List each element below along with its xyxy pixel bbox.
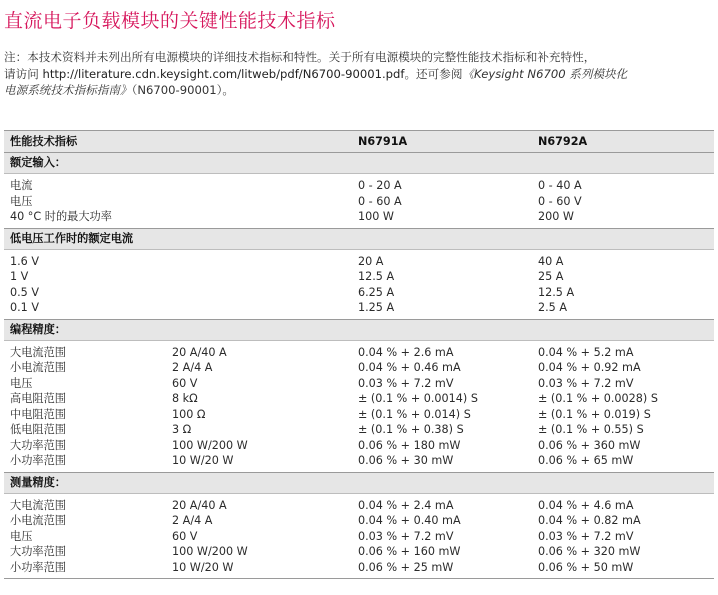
n6792a-value-cell: 2.5 A <box>538 301 568 314</box>
n6792a-value-cell: ± (0.1 % + 0.55) S <box>538 423 644 436</box>
n6792a-value-cell: 0.03 % + 7.2 mV <box>538 529 634 543</box>
n6792a-value-cell: 0.04 % + 0.92 mA <box>538 361 641 374</box>
range-cell: 60 V <box>172 529 198 543</box>
spec-name-cell: 高电阻范围 <box>10 392 66 405</box>
table-row <box>4 513 714 529</box>
spec-name-cell: 大电流范围 <box>10 345 66 359</box>
range-cell: 10 W/20 W <box>172 454 234 467</box>
spec-name-cell: 0.5 V <box>10 285 40 299</box>
section-title: 编程精度： <box>4 319 714 340</box>
spec-name-cell: 电压 <box>10 529 33 543</box>
n6791a-value-cell: 0.04 % + 0.40 mA <box>358 514 461 527</box>
n6792a-value-cell: 0.04 % + 5.2 mA <box>538 345 634 359</box>
n6791a-value-cell: 0.06 % + 25 mW <box>352 560 532 579</box>
header-n6791a: N6791A <box>352 131 532 153</box>
n6792a-value-cell: 0 - 60 V <box>538 194 582 208</box>
spec-name-cell: 电压 <box>10 194 33 208</box>
n6791a-value-cell: 20 A <box>358 254 384 268</box>
range-cell: 20 A/40 A <box>172 345 227 359</box>
n6791a-value-cell: 0.04 % + 0.46 mA <box>358 361 461 374</box>
table-row <box>4 493 714 513</box>
n6792a-value-cell: 0.04 % + 4.6 mA <box>538 498 634 512</box>
table-row <box>4 544 714 560</box>
n6792a-value-cell: 12.5 A <box>538 285 575 299</box>
n6792a-value-cell: 0.03 % + 7.2 mV <box>538 376 634 390</box>
spec-name-cell: 大功率范围 <box>10 545 66 558</box>
table-row <box>4 376 714 392</box>
n6792a-value-cell: 25 A <box>538 270 564 283</box>
table-row <box>4 300 714 319</box>
spec-name-cell: 小功率范围 <box>4 560 166 579</box>
n6791a-value-cell: 0.04 % + 2.6 mA <box>358 345 454 359</box>
n6791a-value-cell: 0.06 % + 180 mW <box>358 438 461 452</box>
section-header-row <box>4 319 714 340</box>
n6792a-value-cell: 0.06 % + 65 mW <box>538 454 634 467</box>
section-header-row <box>4 472 714 493</box>
note-line-2 <box>4 66 710 83</box>
n6791a-value-cell: 1.25 A <box>358 301 395 314</box>
section-header-row <box>4 153 714 174</box>
n6792a-value-cell: ± (0.1 % + 0.0028) S <box>538 392 658 405</box>
spec-name-cell: 低电阻范围 <box>10 423 66 436</box>
note-suffix: 。还可参阅 <box>404 66 463 81</box>
guide-title-part-1: 《Keysight N6700 系列模块化 <box>462 66 628 81</box>
spec-note <box>4 49 710 99</box>
range-cell <box>166 249 352 269</box>
range-cell <box>166 194 352 210</box>
spec-table <box>4 130 714 579</box>
range-cell: 10 W/20 W <box>166 560 352 579</box>
n6791a-value-cell: ± (0.1 % + 0.0014) S <box>358 392 478 405</box>
n6792a-value-cell: 0.06 % + 360 mW <box>538 438 641 452</box>
table-header-row <box>4 131 714 153</box>
spec-name-cell: 小电流范围 <box>10 514 66 527</box>
spec-name-cell: 1.6 V <box>10 254 40 268</box>
table-row <box>4 422 714 438</box>
spec-name-cell: 中电阻范围 <box>10 407 66 421</box>
range-cell: 100 W/200 W <box>172 545 248 558</box>
table-row <box>4 269 714 285</box>
spec-name-cell: 大功率范围 <box>10 438 66 452</box>
table-row <box>4 285 714 301</box>
spec-name-cell: 小功率范围 <box>10 454 66 467</box>
range-cell: 100 Ω <box>172 407 206 421</box>
spec-name-cell: 大电流范围 <box>10 498 66 512</box>
n6791a-value-cell: ± (0.1 % + 0.014) S <box>358 407 471 421</box>
n6792a-value-cell: ± (0.1 % + 0.019) S <box>538 407 651 421</box>
table-row <box>4 340 714 360</box>
range-cell <box>166 174 352 194</box>
n6792a-value-cell: 40 A <box>538 254 564 268</box>
n6791a-value-cell: 0 - 60 A <box>358 194 402 208</box>
table-row <box>4 560 714 579</box>
spec-name-cell: 40 °C 时的最大功率 <box>10 210 112 223</box>
n6791a-value-cell: 0.03 % + 7.2 mV <box>358 376 454 390</box>
spec-name-cell: 1 V <box>10 270 29 283</box>
spec-name-cell: 0.1 V <box>10 301 40 314</box>
section-title: 低电压工作时的额定电流 <box>4 228 714 249</box>
table-row <box>4 174 714 194</box>
n6791a-value-cell: ± (0.1 % + 0.38) S <box>358 423 464 436</box>
note-prefix: 请访问 <box>4 66 43 81</box>
table-row <box>4 453 714 472</box>
range-cell <box>166 269 352 285</box>
section-title: 测量精度： <box>4 472 714 493</box>
section-header-row <box>4 228 714 249</box>
range-cell: 3 Ω <box>172 423 192 436</box>
table-row <box>4 529 714 545</box>
n6792a-value-cell: 0.06 % + 320 mW <box>538 545 641 558</box>
range-cell: 20 A/40 A <box>172 498 227 512</box>
table-row <box>4 249 714 269</box>
n6792a-value-cell: 0.06 % + 50 mW <box>532 560 714 579</box>
range-cell <box>166 285 352 301</box>
n6791a-value-cell: 0.04 % + 2.4 mA <box>358 498 454 512</box>
range-cell: 8 kΩ <box>172 392 198 405</box>
range-cell: 2 A/4 A <box>172 361 213 374</box>
note-line-1: 注：本技术资料并未列出所有电源模块的详细技术指标和特性。关于所有电源模块的完整性能技术指标和补充特性， <box>4 50 596 64</box>
page-title: 直流电子负载模块的关键性能技术指标 <box>4 10 336 32</box>
table-row <box>4 391 714 407</box>
range-cell: 2 A/4 A <box>172 514 213 527</box>
n6792a-value-cell: 200 W <box>538 210 574 223</box>
guide-number: （N6700-90001）。 <box>131 83 234 97</box>
spec-name-cell: 电压 <box>10 376 33 390</box>
n6792a-value-cell: 0 - 40 A <box>538 179 582 192</box>
range-cell: 60 V <box>172 376 198 390</box>
section-title: 额定输入： <box>4 153 714 174</box>
range-cell <box>166 209 352 228</box>
table-row <box>4 360 714 376</box>
range-cell <box>166 300 352 319</box>
header-range <box>166 131 352 153</box>
table-row <box>4 194 714 210</box>
spec-name-cell: 小电流范围 <box>10 361 66 374</box>
n6791a-value-cell: 0.06 % + 160 mW <box>358 545 461 558</box>
n6791a-value-cell: 12.5 A <box>358 270 395 283</box>
table-row <box>4 209 714 228</box>
n6791a-value-cell: 0 - 20 A <box>358 179 402 192</box>
n6791a-value-cell: 0.06 % + 30 mW <box>358 454 454 467</box>
spec-table-body <box>4 131 714 579</box>
n6791a-value-cell: 0.03 % + 7.2 mV <box>358 529 454 543</box>
table-row <box>4 407 714 423</box>
table-row <box>4 438 714 454</box>
literature-link[interactable]: http://literature.cdn.keysight.com/litweb/pdf/N6700-90001.pdf <box>42 66 405 81</box>
n6791a-value-cell: 100 W <box>358 210 394 223</box>
n6792a-value-cell: 0.04 % + 0.82 mA <box>538 514 641 527</box>
n6791a-value-cell: 6.25 A <box>358 285 395 299</box>
spec-name-cell: 电流 <box>10 179 33 192</box>
header-spec: 性能技术指标 <box>4 131 166 153</box>
note-line-3 <box>4 82 710 99</box>
range-cell: 100 W/200 W <box>172 438 248 452</box>
header-n6792a: N6792A <box>532 131 714 153</box>
guide-title-part-2: 电源系统技术指标指南》 <box>4 83 132 97</box>
